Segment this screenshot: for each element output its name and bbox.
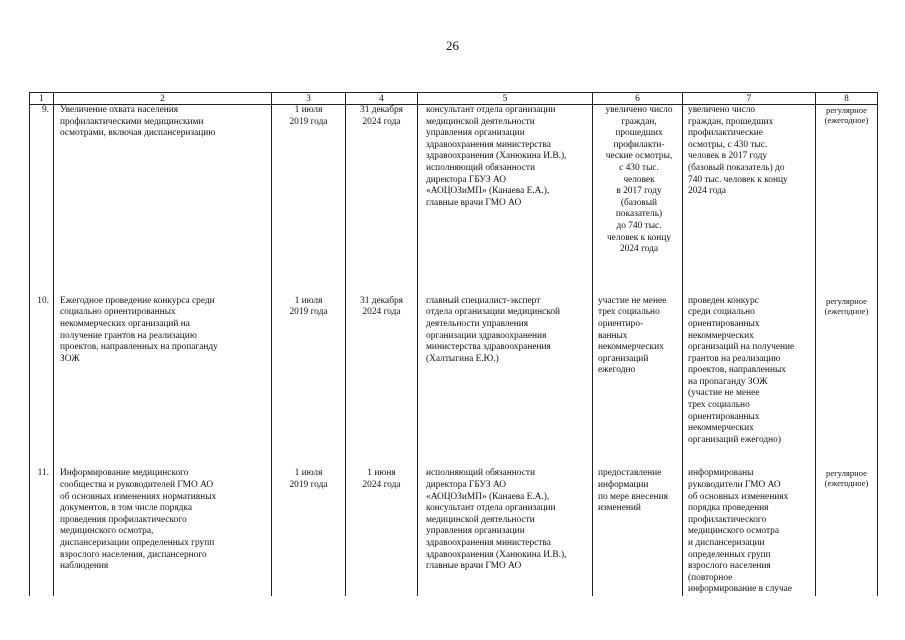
event-name: Увеличение охвата населения профилактическими медицинскими осмотрами, включая диспансеризацию <box>54 105 272 256</box>
indicator: проведен конкурс среди социально ориентированных некоммерческих организаций на получение грантов на реализацию проектов, направленных на пропаганду ЗОЖ (участие не менее трех социально ориентированных некоммерческих организаций ежегодно) <box>683 296 816 447</box>
column-number-7: 7 <box>683 93 816 105</box>
table-header-row <box>30 93 878 105</box>
plan-table <box>29 92 878 596</box>
row-gap <box>30 256 878 296</box>
end-date: 31 декабря 2024 года <box>346 296 418 447</box>
page-number: 26 <box>446 38 459 53</box>
column-number-2: 2 <box>54 93 272 105</box>
end-date: 31 декабря 2024 года <box>346 105 418 256</box>
indicator: увеличено число граждан, прошедших профилактические осмотры, с 430 тыс. человек в 2017 году (базовый показатель) до 740 тыс. человек к концу 2024 года <box>683 105 816 256</box>
table-row <box>30 468 878 596</box>
column-number-8: 8 <box>816 93 878 105</box>
column-number-4: 4 <box>346 93 418 105</box>
start-date: 1 июля 2019 года <box>272 468 346 596</box>
responsible: консультант отдела организации медицинской деятельности управления организации здравоохранения министерства здравоохранения (Ханюкина И.В.), исполняющий обязанности директора ГБУЗ АО «АОЦОЗиМП» (Канаева Е.А.), главные врачи ГМО АО <box>418 105 593 256</box>
row-number: 10. <box>30 296 54 447</box>
expected-result: увеличено число граждан, прошедших профилакти- ческие осмотры, с 430 тыс. человек в 2017 году (базовый показатель) до 740 тыс. человек к концу 2024 года <box>593 105 683 256</box>
responsible: главный специалист-эксперт отдела организации медицинской деятельности управления организации здравоохранения министерства здравоохранения (Халтыгина Е.Ю.) <box>418 296 593 447</box>
event-type: регулярное (ежегодное) <box>816 105 878 256</box>
event-type: регулярное (ежегодное) <box>816 468 878 596</box>
start-date: 1 июля 2019 года <box>272 296 346 447</box>
end-date: 1 июня 2024 года <box>346 468 418 596</box>
event-name: Информирование медицинского сообщества и руководителей ГМО АО об основных изменениях нормативных документов, в том числе порядка проведения профилактического медицинского осмотра, диспансеризации определенных групп взрослого населения, диспансерного наблюдения <box>54 468 272 596</box>
responsible: исполняющий обязанности директора ГБУЗ АО «АОЦОЗиМП» (Канаева Е.А.), консультант отдела организации медицинской деятельности управления организации здравоохранения министерства здравоохранения (Ханюкина И.В.), главные врачи ГМО АО <box>418 468 593 596</box>
event-name: Ежегодное проведение конкурса среди социально ориентированных некоммерческих организаций на получение грантов на реализацию проектов, направленных на пропаганду ЗОЖ <box>54 296 272 447</box>
row-gap <box>30 446 878 468</box>
row-number: 11. <box>30 468 54 596</box>
event-type: регулярное (ежегодное) <box>816 296 878 447</box>
column-number-5: 5 <box>418 93 593 105</box>
table-row <box>30 105 878 256</box>
column-number-6: 6 <box>593 93 683 105</box>
column-number-3: 3 <box>272 93 346 105</box>
expected-result: участие не менее трех социально ориентиро- ванных некоммерческих организаций ежегодно <box>593 296 683 447</box>
start-date: 1 июля 2019 года <box>272 105 346 256</box>
indicator: информированы руководители ГМО АО об основных изменениях порядка проведения профилактического медицинского осмотра и диспансеризации определенных групп взрослого населения (повторное информирование в случае <box>683 468 816 596</box>
row-number: 9. <box>30 105 54 256</box>
expected-result: предоставление информации по мере внесения изменений <box>593 468 683 596</box>
column-number-1: 1 <box>30 93 54 105</box>
table-row <box>30 296 878 447</box>
